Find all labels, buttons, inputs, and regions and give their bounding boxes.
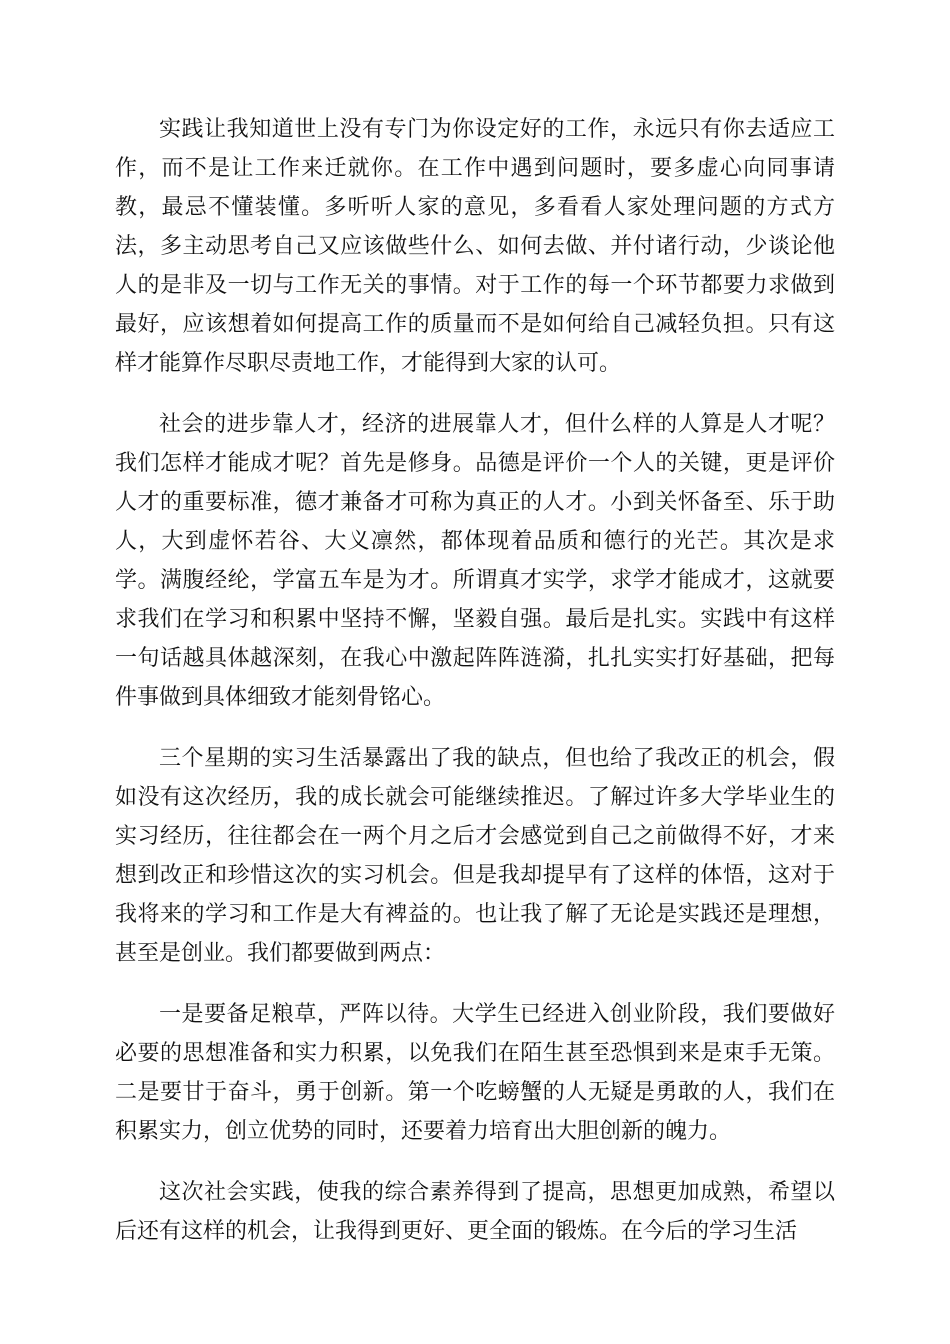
document-page bbox=[115, 110, 835, 1251]
paragraph-2: 社会的进步靠人才，经济的进展靠人才，但什么样的人算是人才呢？我们怎样才能成才呢？首先是修身。品德是评价一个人的关键，更是评价人才的重要标准，德才兼备才可称为真正的人才。小到关怀备至、乐于助人，大到虚怀若谷、大义凛然，都体现着品质和德行的光芒。其次是求学。满腹经纶，学富五车是为才。所谓真才实学，求学才能成才，这就要求我们在学习和积累中坚持不懈，坚毅自强。最后是扎实。实践中有这样一句话越具体越深刻，在我心中激起阵阵涟漪，扎扎实实打好基础，把每件事做到具体细致才能刻骨铭心。 bbox=[115, 412, 835, 710]
paragraph-1: 实践让我知道世上没有专门为你设定好的工作，永远只有你去适应工作，而不是让工作来迁就你。在工作中遇到问题时，要多虚心向同事请教，最忌不懂装懂。多听听人家的意见，多看看人家处理问题的方式方法，多主动思考自己又应该做些什么、如何去做、并付诸行动，少谈论他人的是非及一切与工作无关的事情。对于工作的每一个环节都要力求做到最好，应该想着如何提高工作的质量而不是如何给自己减轻负担。只有这样才能算作尽职尽责地工作，才能得到大家的认可。 bbox=[115, 117, 835, 376]
paragraph-5: 这次社会实践，使我的综合素养得到了提高，思想更加成熟，希望以后还有这样的机会，让我得到更好、更全面的锻炼。在今后的学习生活 bbox=[115, 1180, 835, 1244]
paragraph-3: 三个星期的实习生活暴露出了我的缺点，但也给了我改正的机会，假如没有这次经历，我的成长就会可能继续推迟。了解过许多大学毕业生的实习经历，往往都会在一两个月之后才会感觉到自己之前做得不好，才来想到改正和珍惜这次的实习机会。但是我却提早有了这样的体悟，这对于我将来的学习和工作是大有裨益的。也让我了解了无论是实践还是理想，甚至是创业。我们都要做到两点： bbox=[115, 746, 835, 966]
paragraph-4: 一是要备足粮草，严阵以待。大学生已经进入创业阶段，我们要做好必要的思想准备和实力积累，以免我们在陌生甚至恐惧到来是束手无策。二是要甘于奋斗，勇于创新。第一个吃螃蟹的人无疑是勇敢的人，我们在积累实力，创立优势的同时，还要着力培育出大胆创新的魄力。 bbox=[115, 1002, 835, 1144]
